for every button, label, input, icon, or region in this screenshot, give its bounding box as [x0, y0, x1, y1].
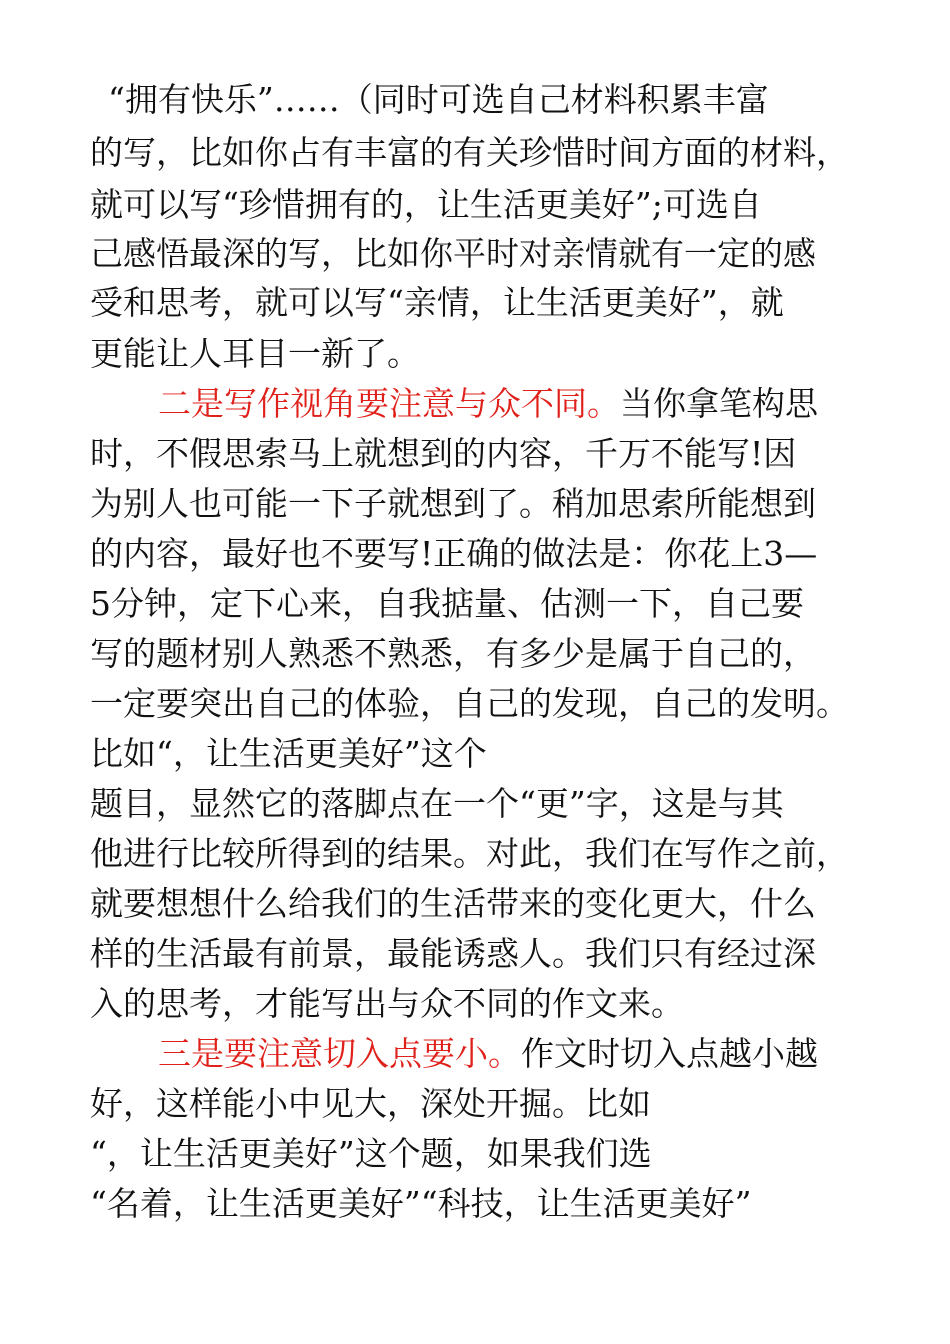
text-line: 一定要突出自己的体验，自己的发现，自己的发明。 — [90, 684, 849, 723]
text-line: 的写，比如你占有丰富的有关珍惜时间方面的材料， — [90, 133, 849, 172]
text-line: 时，不假思索马上就想到的内容，千万不能写!因 — [90, 434, 797, 473]
text-line: 题目，显然它的落脚点在一个“更”字，这是与其 — [90, 784, 784, 823]
text-line: 他进行比较所得到的结果。对此，我们在写作之前， — [90, 834, 849, 873]
text-line: 就可以写“珍惜拥有的，让生活更美好”;可选自 — [90, 185, 762, 224]
text-line: 受和思考，就可以写“亲情，让生活更美好”，就 — [90, 283, 784, 322]
text-span: 当你拿笔构思 — [620, 384, 818, 423]
text-line — [158, 384, 818, 424]
text-line: 入的思考，才能写出与众不同的作文来。 — [90, 984, 684, 1023]
text-line: 更能让人耳目一新了。 — [90, 334, 420, 373]
text-line: “拥有快乐”……（同时可选自己材料积累丰富 — [108, 80, 769, 119]
section-heading-highlight: 二是写作视角要注意与众不同。 — [158, 384, 620, 423]
text-line: 5分钟，定下心来，自我掂量、估测一下，自己要 — [90, 584, 804, 623]
text-line: 好，这样能小中见大，深处开掘。比如 — [90, 1084, 651, 1123]
text-line: 的内容，最好也不要写!正确的做法是：你花上3— — [90, 534, 818, 573]
text-line: 写的题材别人熟悉不熟悉，有多少是属于自己的， — [90, 634, 816, 673]
section-heading-highlight: 三是要注意切入点要小。 — [158, 1034, 521, 1073]
text-line: 为别人也可能一下子就想到了。稍加思索所能想到 — [90, 484, 816, 523]
text-line: 样的生活最有前景，最能诱惑人。我们只有经过深 — [90, 934, 816, 973]
text-line — [158, 1034, 818, 1074]
text-line: 己感悟最深的写，比如你平时对亲情就有一定的感 — [90, 234, 816, 273]
text-line: “，让生活更美好”这个题，如果我们选 — [90, 1134, 652, 1173]
text-span: 作文时切入点越小越 — [521, 1034, 818, 1073]
text-line: 就要想想什么给我们的生活带来的变化更大，什么 — [90, 884, 816, 923]
text-line: “名着，让生活更美好”“科技，让生活更美好” — [90, 1184, 752, 1223]
text-line: 比如“，让生活更美好”这个 — [90, 734, 487, 773]
